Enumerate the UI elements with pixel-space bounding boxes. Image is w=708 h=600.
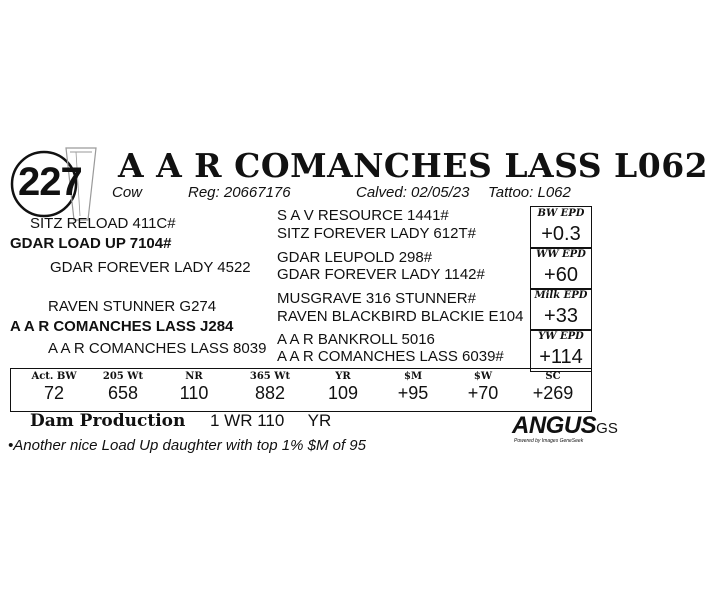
- dam-dam: A A R COMANCHES LASS 8039: [48, 340, 267, 357]
- column-value: 658: [107, 383, 139, 403]
- performance-column: [19, 369, 89, 404]
- ancestor: GDAR FOREVER LADY 1142#: [277, 266, 485, 283]
- animal-name: A A R COMANCHES LASS L062: [118, 146, 708, 185]
- tattoo: Tattoo: L062: [488, 184, 571, 201]
- sire-sire: SITZ RELOAD 411C#: [30, 215, 176, 232]
- epd-box-milk: [530, 288, 592, 331]
- dam: A A R COMANCHES LASS J284: [10, 318, 234, 335]
- dam-production-value: 1 WR 110 YR: [210, 411, 332, 430]
- epd-label: WW EPD: [536, 249, 586, 260]
- performance-column: [518, 369, 588, 404]
- calved-date: Calved: 02/05/23: [356, 184, 470, 201]
- epd-box-ww: [530, 247, 592, 290]
- epd-label: Milk EPD: [534, 290, 588, 301]
- column-header: SC: [545, 371, 561, 382]
- column-header: YR: [335, 371, 351, 382]
- sire-dam: GDAR FOREVER LADY 4522: [50, 259, 251, 276]
- column-header: 205 Wt: [102, 371, 144, 382]
- sire: GDAR LOAD UP 7104#: [10, 235, 172, 252]
- performance-column: [235, 369, 305, 404]
- logo-word: ANGUS: [512, 412, 597, 439]
- epd-value: +114: [539, 346, 583, 368]
- dam-production-label: Dam Production: [30, 411, 186, 431]
- column-value: +70: [467, 383, 499, 403]
- column-header: $W: [473, 371, 493, 382]
- ancestor: SITZ FOREVER LADY 612T#: [277, 225, 476, 242]
- epd-label: YW EPD: [538, 331, 584, 342]
- ancestor: S A V RESOURCE 1441#: [277, 207, 449, 224]
- epd-value: +33: [544, 305, 578, 327]
- lot-number: 227: [18, 160, 82, 204]
- column-header: NR: [185, 371, 203, 382]
- ancestor: MUSGRAVE 316 STUNNER#: [277, 290, 476, 307]
- logo-suffix: GS: [596, 420, 618, 437]
- dam-sire: RAVEN STUNNER G274: [48, 298, 217, 315]
- performance-column: [88, 369, 158, 404]
- performance-column: [378, 369, 448, 404]
- epd-value: +0.3: [541, 223, 581, 245]
- column-value: 110: [179, 383, 209, 403]
- ancestor: A A R BANKROLL 5016: [277, 331, 435, 348]
- ancestor: RAVEN BLACKBIRD BLACKIE E104: [277, 308, 524, 325]
- column-value: 882: [254, 383, 286, 403]
- epd-value: +60: [544, 264, 578, 286]
- column-value: 72: [43, 383, 65, 403]
- ancestor: A A R COMANCHES LASS 6039#: [277, 348, 504, 365]
- performance-column: [308, 369, 378, 404]
- column-header: $M: [403, 371, 423, 382]
- column-value: +95: [397, 383, 429, 403]
- performance-column: [448, 369, 518, 404]
- lot-comment: •Another nice Load Up daughter with top 1% $M of 95: [8, 437, 366, 454]
- registration-number: Reg: 20667176: [188, 184, 291, 201]
- performance-column: [159, 369, 229, 404]
- epd-box-yw: [530, 329, 592, 372]
- column-value: +269: [532, 383, 574, 403]
- ancestor: GDAR LEUPOLD 298#: [277, 249, 433, 266]
- animal-sex: Cow: [112, 184, 143, 201]
- epd-box-bw: [530, 206, 592, 249]
- angus-gs-logo: [512, 412, 618, 444]
- epd-label: BW EPD: [537, 208, 585, 219]
- logo-tagline: Powered by Images GeneSeek: [514, 438, 584, 444]
- performance-table: [10, 368, 592, 412]
- column-header: Act. BW: [31, 371, 77, 382]
- column-value: 109: [327, 383, 359, 403]
- column-header: 365 Wt: [249, 371, 291, 382]
